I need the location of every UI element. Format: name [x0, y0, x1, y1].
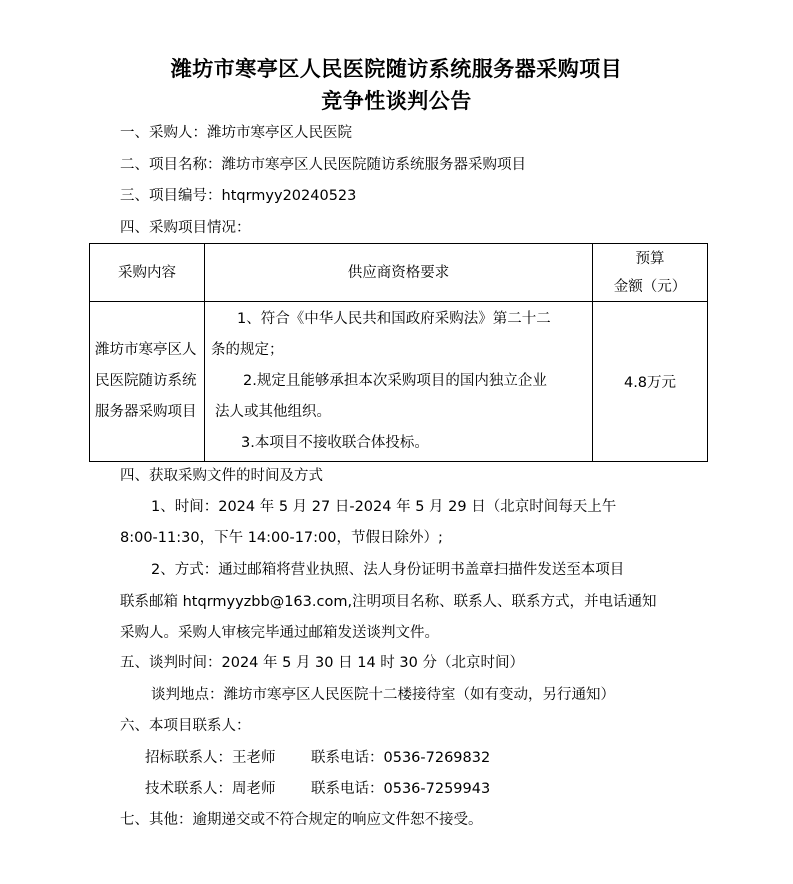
header-budget-line1: 预算 [635, 250, 665, 267]
requirement-1-line2: 条的规定； [211, 342, 284, 358]
requirement-1-line1: 1、符合《中华人民共和国政府采购法》第二十二 [237, 311, 551, 327]
row-budget: 4.8万元 [593, 302, 708, 462]
header-qualification: 供应商资格要求 [205, 244, 593, 302]
requirement-3: 3.本项目不接收联合体投标。 [241, 435, 429, 451]
negotiation-place: 谈判地点：潍坊市寒亭区人民医院十二楼接待室（如有变动，另行通知） [151, 687, 615, 703]
header-content: 采购内容 [90, 244, 205, 302]
row-content-cell [90, 302, 205, 462]
table-row [90, 302, 708, 462]
purchaser-line: 一、采购人：潍坊市寒亭区人民医院 [120, 125, 352, 141]
requirement-2-line2: 法人或其他组织。 [215, 404, 331, 420]
document-title: 潍坊市寒亭区人民医院随访系统服务器采购项目 [170, 56, 623, 81]
tech-contact: 技术联系人：周老师 [145, 781, 276, 797]
negotiation-time: 五、谈判时间：2024 年 5 月 30 日 14 时 30 分（北京时间） [120, 655, 524, 671]
bid-contact-phone: 联系电话：0536-7269832 [311, 750, 491, 766]
project-name-line: 二、项目名称：潍坊市寒亭区人民医院随访系统服务器采购项目 [120, 157, 526, 173]
row-content: 潍坊市寒亭区人民医院随访系统服务器采购项目 [95, 342, 197, 420]
bid-contact: 招标联系人：王老师 [145, 750, 276, 766]
requirement-2-line1: 2.规定且能够承担本次采购项目的国内独立企业 [243, 373, 547, 389]
other-notes: 七、其他：逾期递交或不符合规定的响应文件恕不接受。 [120, 812, 483, 828]
document-subtitle: 竞争性谈判公告 [321, 88, 472, 113]
procurement-situation-heading: 四、采购项目情况： [120, 220, 251, 236]
project-number-line: 三、项目编号：htqrmyy20240523 [120, 188, 357, 204]
acquire-time-line1: 1、时间：2024 年 5 月 27 日-2024 年 5 月 29 日（北京时间每天上午 [151, 499, 617, 515]
row-qualification-cell [205, 302, 593, 462]
acquire-method-line1: 2、方式：通过邮箱将营业执照、法人身份证明书盖章扫描件发送至本项目 [151, 562, 625, 578]
header-budget-line2: 金额（元） [613, 278, 687, 295]
qualification-list [205, 302, 592, 461]
acquire-time-line2: 8:00-11:30，下午 14:00-17:00，节假日除外）; [120, 530, 443, 546]
procurement-table [89, 243, 708, 462]
acquire-method-line3: 采购人。采购人审核完毕通过邮箱发送谈判文件。 [120, 625, 439, 641]
header-budget [593, 244, 708, 302]
tech-contact-phone: 联系电话：0536-7259943 [311, 781, 491, 797]
acquire-heading: 四、获取采购文件的时间及方式 [120, 468, 323, 484]
table-header-row [90, 244, 708, 302]
contacts-heading: 六、本项目联系人： [120, 718, 251, 734]
acquire-method-line2: 联系邮箱 htqrmyyzbb@163.com,注明项目名称、联系人、联系方式，并电话通知 [120, 594, 657, 610]
